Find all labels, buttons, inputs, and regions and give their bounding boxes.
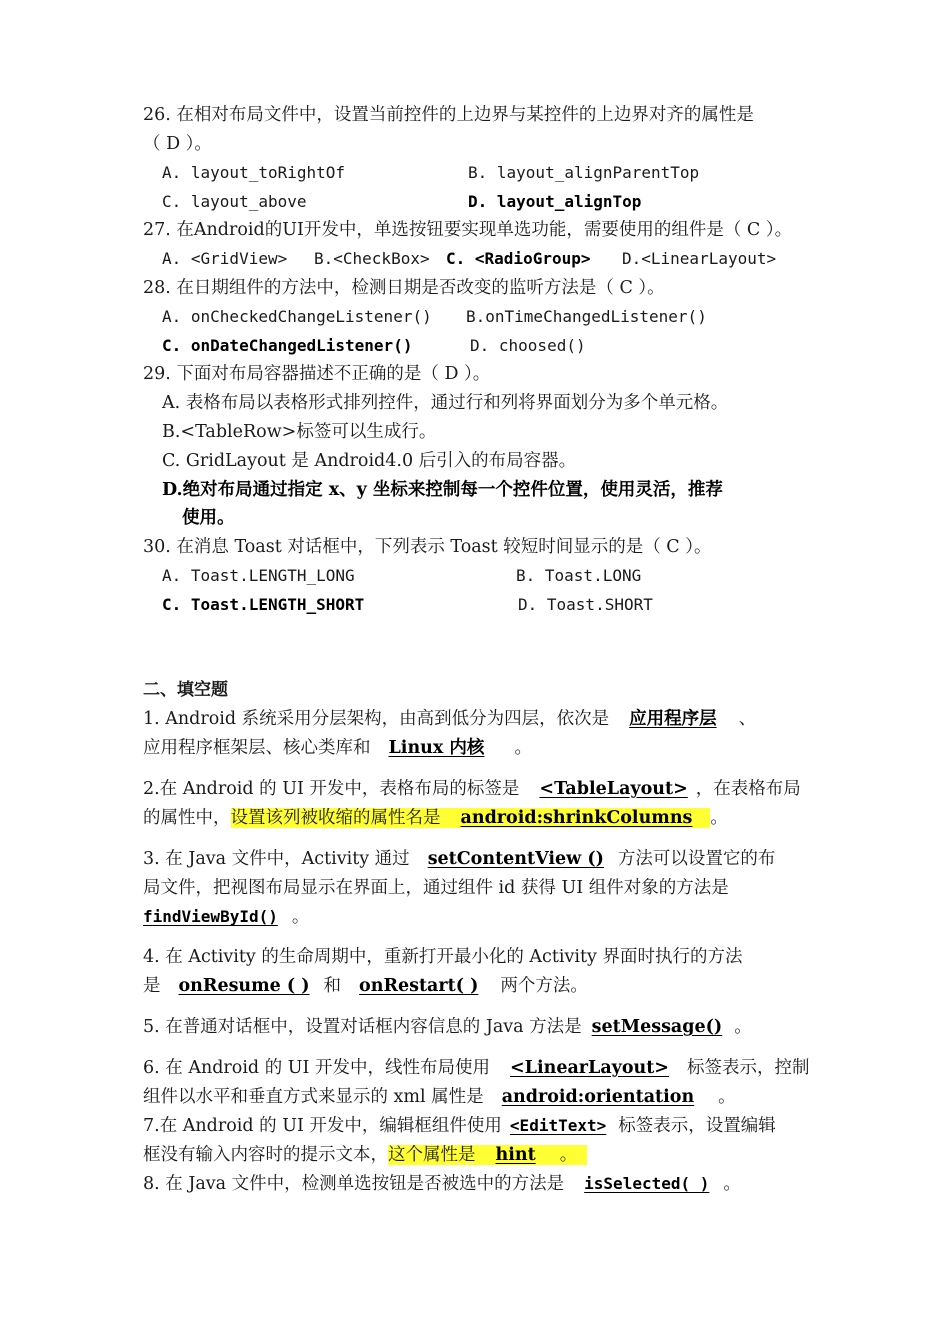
- q30-option-b: B. Toast.LONG: [516, 566, 642, 585]
- q26-stem: 26. 在相对布局文件中，设置当前控件的上边界与某控件的上边界对齐的属性是: [143, 105, 754, 125]
- fill-2-highlight: 设置该列被收缩的属性名是 android:shrinkColumns: [231, 808, 711, 828]
- q28-stem: 28. 在日期组件的方法中，检测日期是否改变的监听方法是（ C ）。: [143, 278, 665, 298]
- q30-option-c: C. Toast.LENGTH_SHORT: [162, 595, 365, 614]
- fill-6-answer-1: <LinearLayout>: [509, 1058, 669, 1078]
- fill-1-answer-1: 应用程序层: [629, 709, 717, 729]
- fill-7-highlight: 这个属性是 hint 。: [388, 1145, 587, 1165]
- q26-answer: （ D ）。: [143, 134, 212, 154]
- q27-stem: 27. 在Android的UI开发中，单选按钮要实现单选功能，需要使用的组件是（ C ）。: [143, 220, 793, 240]
- q27-option-c: C. <RadioGroup>: [446, 249, 591, 268]
- fill-6-answer-2: android:orientation: [501, 1087, 695, 1107]
- q29-option-a: A. 表格布局以表格形式排列控件，通过行和列将界面划分为多个单元格。: [162, 393, 729, 413]
- q28-option-b: B.onTimeChangedListener(): [466, 307, 707, 326]
- q26-option-b: B. layout_alignParentTop: [468, 163, 700, 182]
- fill-7-answer-2: hint: [495, 1145, 536, 1165]
- fill-5-line-1: 5. 在普通对话框中，设置对话框内容信息的 Java 方法是 setMessage() 。: [143, 1017, 752, 1037]
- q30-option-d: D. Toast.SHORT: [518, 595, 653, 614]
- q28-option-d: D. choosed(): [470, 336, 586, 355]
- q27-option-d: D.<LinearLayout>: [622, 249, 777, 268]
- fill-7-answer-1: <EditText>: [509, 1116, 607, 1135]
- q26-option-d: D. layout_alignTop: [468, 192, 642, 211]
- fill-6-line-2: 组件以水平和垂直方式来显示的 xml 属性是 android:orientation 。: [143, 1087, 736, 1107]
- fill-6-line-1: 6. 在 Android 的 UI 开发中，线性布局使用 <LinearLayout> 标签表示，控制: [143, 1058, 810, 1078]
- fill-3-line-1: 3. 在 Java 文件中，Activity 通过 setContentView () 方法可以设置它的布: [143, 849, 776, 869]
- fill-3-answer-1: setContentView (): [427, 849, 604, 869]
- q29-option-c: C. GridLayout 是 Android4.0 后引入的布局容器。: [162, 451, 577, 471]
- fill-4-answer-2: onRestart( ): [359, 976, 479, 996]
- q27-option-a: A. <GridView>: [162, 249, 288, 268]
- fill-5-answer-1: setMessage(): [591, 1017, 723, 1037]
- q29-option-b: B.<TableRow>标签可以生成行。: [162, 422, 437, 442]
- fill-4-answer-1: onResume ( ): [178, 976, 310, 996]
- fill-2-answer-1: <TableLayout>: [539, 779, 688, 799]
- q27-option-b: B.<CheckBox>: [314, 249, 430, 268]
- fill-1-line-2: 应用程序框架层、核心类库和 Linux 内核 。: [143, 738, 532, 758]
- fill-1-line-1: 1. Android 系统采用分层架构，由高到低分为四层，依次是 应用程序层 、: [143, 709, 757, 729]
- q26-option-c: C. layout_above: [162, 192, 307, 211]
- fill-7-line-1: 7.在 Android 的 UI 开发中，编辑框组件使用 <EditText> 标签表示，设置编辑: [143, 1116, 776, 1136]
- fill-4-line-1: 4. 在 Activity 的生命周期中，重新打开最小化的 Activity 界面时执行的方法: [143, 947, 743, 967]
- fill-2-line-2: 的属性中，设置该列被收缩的属性名是 android:shrinkColumns 。: [143, 808, 728, 828]
- fill-3-line-2: 局文件，把视图布局显示在界面上，通过组件 id 获得 UI 组件对象的方法是: [143, 878, 729, 898]
- fill-8-answer-1: isSelected( ): [584, 1174, 710, 1193]
- fill-8-line-1: 8. 在 Java 文件中，检测单选按钮是否被选中的方法是 isSelected( ) 。: [143, 1174, 741, 1194]
- fill-1-answer-2: Linux 内核: [388, 738, 485, 758]
- fill-7-line-2: 框没有输入内容时的提示文本，这个属性是 hint 。: [143, 1143, 587, 1167]
- fill-2-answer-2: android:shrinkColumns: [460, 808, 693, 828]
- section-title: 二、填空题: [143, 680, 228, 700]
- q29-option-d-cont: 使用。: [182, 508, 235, 528]
- q26-option-a: A. layout_toRightOf: [162, 163, 346, 182]
- fill-2-line-1: 2.在 Android 的 UI 开发中，表格布局的标签是 <TableLayout> ，在表格布局: [143, 779, 801, 799]
- q28-option-a: A. onCheckedChangeListener(): [162, 307, 432, 326]
- q29-option-d: D.绝对布局通过指定 x、y 坐标来控制每一个控件位置，使用灵活，推荐: [162, 480, 723, 500]
- fill-4-line-2: 是 onResume ( ) 和 onRestart( ) 两个方法。: [143, 976, 588, 996]
- fill-3-line-3: findViewById() 。: [143, 907, 310, 927]
- q28-option-c: C. onDateChangedListener(): [162, 336, 413, 355]
- q30-stem: 30. 在消息 Toast 对话框中，下列表示 Toast 较短时间显示的是（ C ）。: [143, 537, 712, 557]
- fill-3-answer-2: findViewById(): [143, 907, 278, 926]
- q30-option-a: A. Toast.LENGTH_LONG: [162, 566, 355, 585]
- q29-stem: 29. 下面对布局容器描述不正确的是（ D ）。: [143, 364, 491, 384]
